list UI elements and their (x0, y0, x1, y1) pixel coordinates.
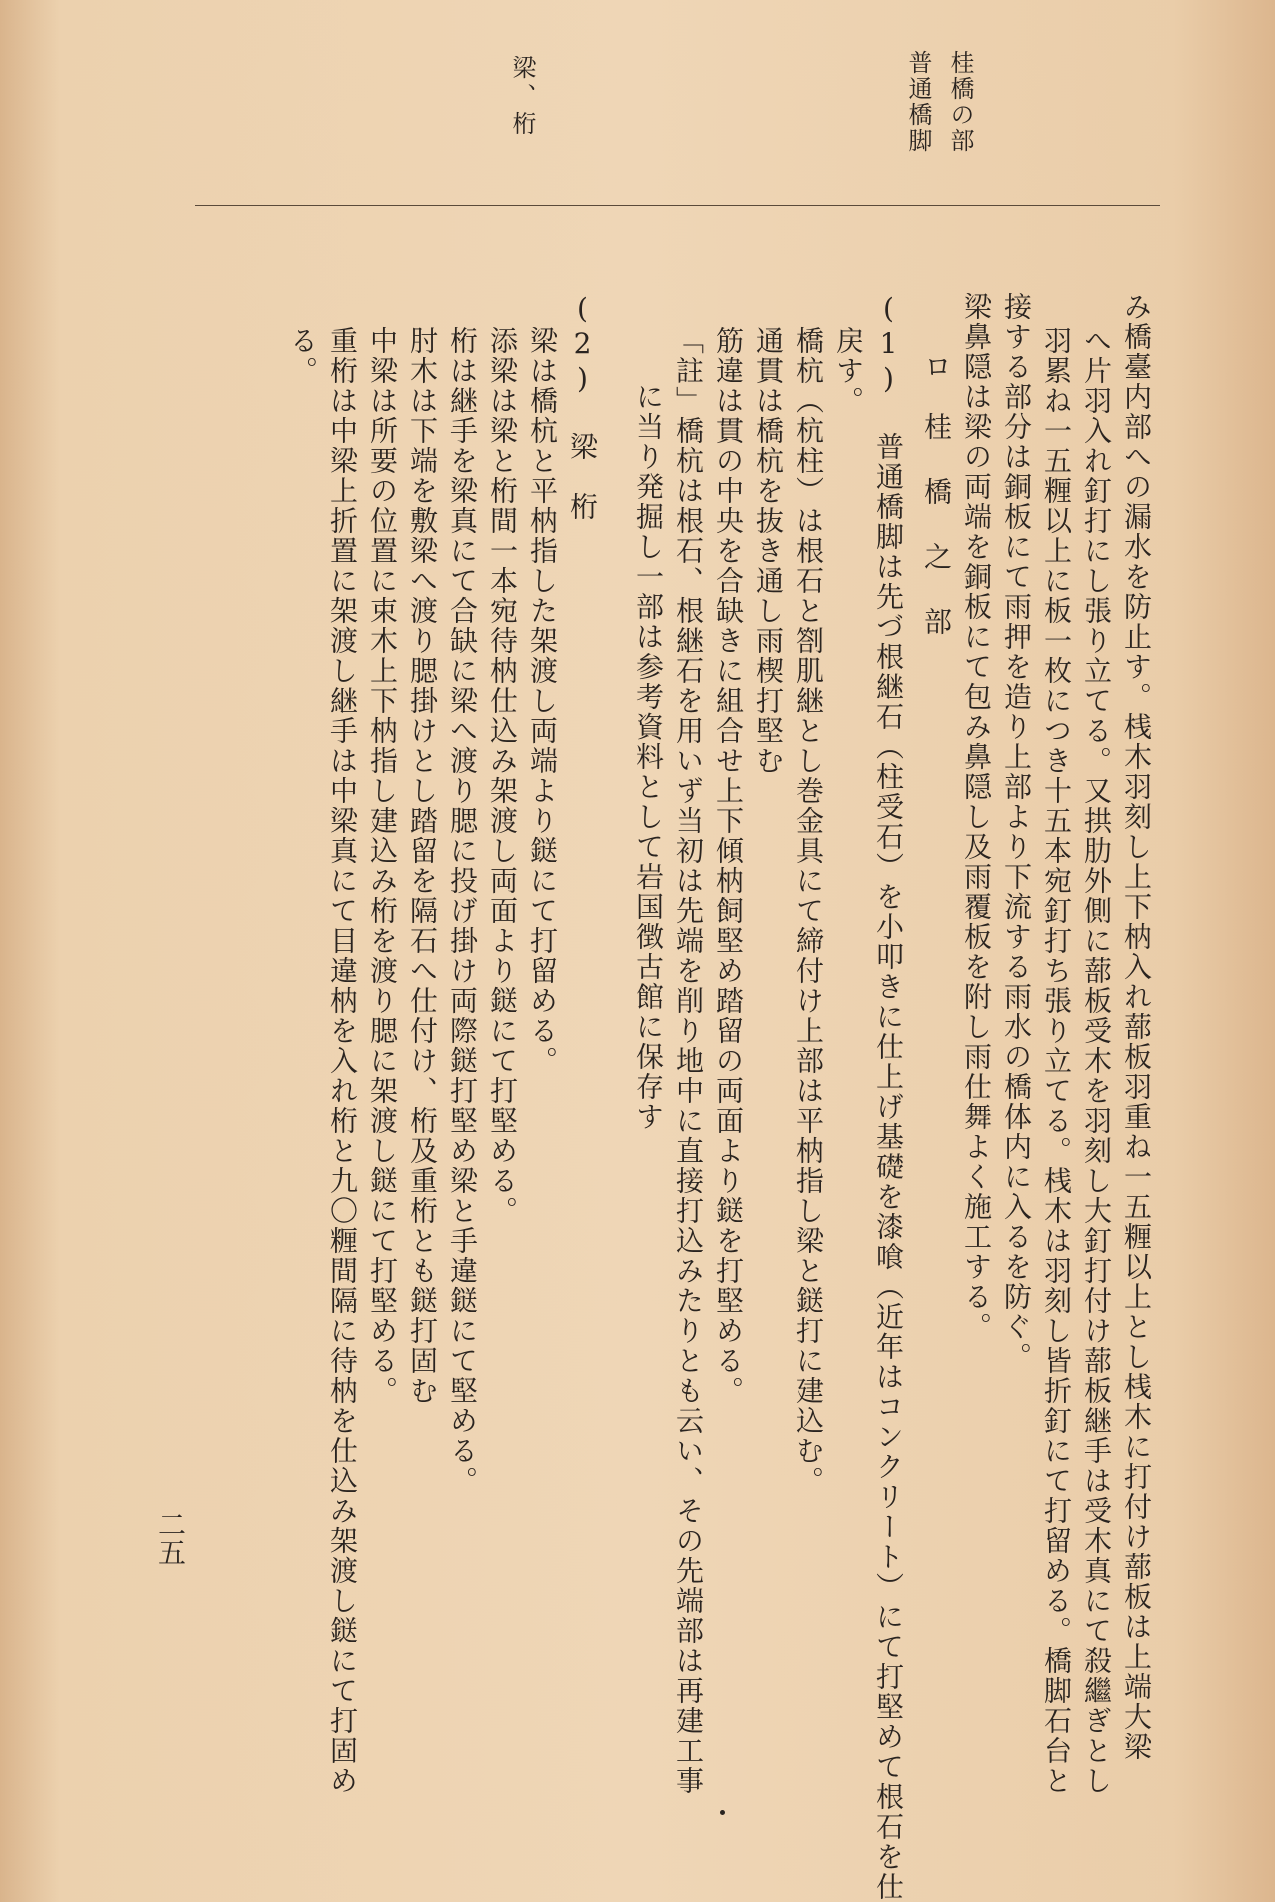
text-line: 橋杭（杭柱）は根石と劄肌継とし巻金具にて締付け上部は平枘指し梁と鎹打に建込む。 (792, 326, 825, 1496)
running-header (903, 50, 975, 180)
text-line: へ片羽入れ釘打にし張り立てる。又拱肋外側に蔀板受木を羽刻し大釘打付け蔀板継手は受木真にて殺繼ぎとし (1080, 326, 1113, 1796)
text-line: 桁は継手を梁真にて合缺に梁へ渡り腮に投げ掛け両際鎹打堅め梁と手違鎹にて堅める。 (446, 326, 479, 1496)
header-right-group (903, 50, 975, 180)
section-heading: ロ 桂 橋 之 部 (920, 352, 953, 637)
text-line: 戻す。 (832, 326, 865, 416)
text-line: (1) 普通橋脚は先づ根継石（柱受石）を小叩きに仕上げ基礎を漆喰（近年はコンクリート）にて打堅めて根石を仕 (872, 292, 905, 1902)
text-line: 通貫は橋杭を抜き通し雨楔打堅む (752, 326, 785, 776)
header-section-title: 桂橋の部 (946, 50, 974, 154)
header-rule (195, 205, 1160, 206)
subsection-heading: (2) 梁 桁 (566, 292, 599, 522)
header-subsection-title: 普通橋脚 (904, 50, 932, 154)
header-topic: 梁、桁 (508, 55, 536, 139)
text-line: 梁鼻隠は梁の両端を銅板にて包み鼻隠し及雨覆板を附し雨仕舞よく施工する。 (960, 292, 993, 1342)
page-number: 二五 (154, 1510, 187, 1566)
text-line: る。 (286, 326, 319, 386)
text-line: 添梁は梁と桁間一本宛待枘仕込み架渡し両面より鎹にて打堅める。 (486, 326, 519, 1226)
text-line: 重桁は中梁上折置に架渡し継手は中梁真にて目違枘を入れ桁と九〇糎間隔に待枘を仕込み架渡し鎹にて打固め (326, 326, 359, 1796)
text-line: 接する部分は銅板にて雨押を造り上部より下流する雨水の橋体内に入るを防ぐ。 (1000, 292, 1033, 1372)
text-line: 梁は橋杭と平枘指した架渡し両端より鎹にて打留める。 (526, 326, 559, 1076)
note-line: 「註」橋杭は根石、根継石を用いず当初は先端を削り地中に直接打込みたりとも云い、その先端部は再建工事 (672, 326, 705, 1796)
text-line: 筋違は貫の中央を合缺きに組合せ上下傾枘飼堅め踏留の両面より鎹を打堅める。 (712, 326, 745, 1406)
text-line: み橋臺内部への漏水を防止す。桟木羽刻し上下枘入れ蔀板羽重ね一五糎以上とし桟木に打付け蔀板は上端大梁 (1120, 292, 1153, 1762)
spacer (601, 292, 627, 1772)
note-line: に当り発掘し一部は参考資料として岩国徴古館に保存す (632, 382, 665, 1132)
body-text (281, 292, 1155, 1902)
ink-speck (720, 1810, 725, 1815)
text-line: 羽累ね一五糎以上に板一枚につき十五本宛釘打ち張り立てる。桟木は羽刻し皆折釘にて打留める。橋脚石台と (1040, 326, 1073, 1796)
text-line: 中梁は所要の位置に束木上下枘指し建込み桁を渡り腮に架渡し鎹にて打堅める。 (366, 326, 399, 1406)
text-line: 肘木は下端を敷梁へ渡り腮掛けとし踏留を隔石へ仕付け、桁及重桁とも鎹打固む (406, 326, 439, 1406)
